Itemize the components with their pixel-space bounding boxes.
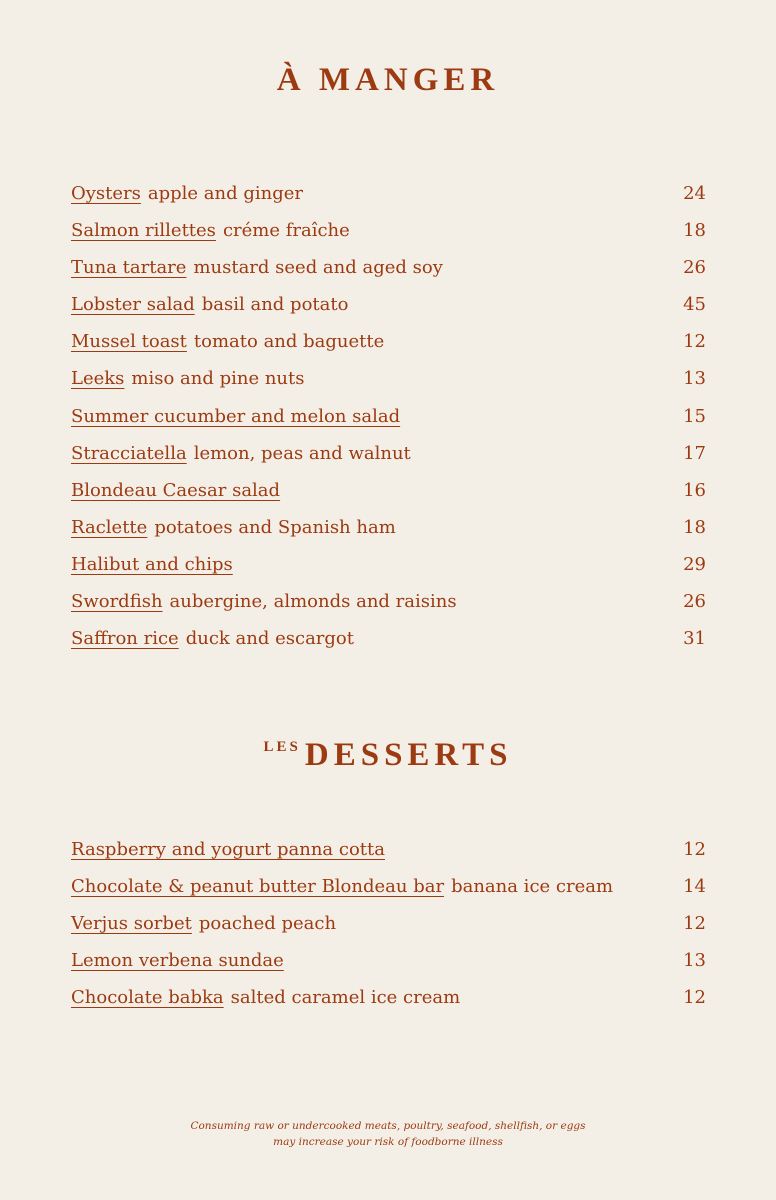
menu-item-price: 12	[683, 913, 706, 935]
menu-item-price: 14	[683, 876, 706, 898]
menu-item	[71, 910, 706, 947]
menu-item	[71, 984, 706, 1021]
section-title-manger: À MANGER	[276, 62, 500, 98]
menu-item-description: apple and ginger	[147, 183, 304, 204]
menu-item-description: tomato and baguette	[193, 331, 385, 353]
menu-item	[71, 254, 706, 291]
menu-item-name-link[interactable]: Tuna tartare	[71, 257, 187, 279]
menu-item-price: 18	[683, 516, 706, 538]
menu-item-text	[71, 254, 443, 282]
menu-item-text	[71, 514, 396, 542]
menu-item-price: 26	[683, 257, 706, 279]
menu-item-description: salted caramel ice cream	[230, 987, 461, 1009]
menu-list-desserts	[71, 836, 706, 1021]
menu-item-name-link[interactable]: Leeks	[71, 368, 125, 390]
menu-item-name-link[interactable]: Blondeau Caesar salad	[71, 479, 281, 501]
menu-item-text	[71, 551, 233, 579]
menu-item	[71, 551, 706, 588]
section-title-desserts-prefix: LES	[263, 739, 301, 755]
menu-item-description: mustard seed and aged soy	[193, 257, 443, 279]
menu-item-name-link[interactable]: Lemon verbena sundae	[71, 950, 284, 972]
menu-item-price: 24	[683, 183, 706, 204]
menu-item-price: 31	[683, 628, 706, 650]
menu-item-description: poached peach	[198, 913, 337, 935]
menu-item-text	[71, 328, 384, 356]
menu-item-name-link[interactable]: Raclette	[71, 516, 148, 538]
menu-item	[71, 291, 706, 328]
menu-item	[71, 180, 706, 217]
menu-item-description: créme fraîche	[222, 220, 350, 242]
menu-item-text	[71, 217, 350, 245]
menu-item-description: potatoes and Spanish ham	[154, 516, 396, 538]
menu-list-manger	[71, 180, 706, 662]
menu-item	[71, 403, 706, 440]
menu-item-name-link[interactable]: Stracciatella	[71, 442, 187, 464]
menu-item-price: 13	[683, 950, 706, 972]
menu-item-price: 29	[683, 553, 706, 575]
menu-item-name-link[interactable]: Lobster salad	[71, 294, 195, 316]
menu-item-name-link[interactable]: Chocolate babka	[71, 987, 224, 1009]
menu-item-price: 17	[683, 442, 706, 464]
disclaimer-line-1: Consuming raw or undercooked meats, poultry, seafood, shellfish, or eggs	[190, 1120, 586, 1132]
menu-item-name-link[interactable]: Saffron rice	[71, 628, 179, 650]
menu-item-price: 26	[683, 591, 706, 613]
menu-item-price: 12	[683, 331, 706, 353]
menu-item-name-link[interactable]: Verjus sorbet	[71, 913, 192, 935]
menu-item-text	[71, 625, 354, 653]
menu-item-price: 15	[683, 405, 706, 427]
menu-item-name-link[interactable]: Summer cucumber and melon salad	[71, 405, 401, 427]
menu-item	[71, 328, 706, 365]
menu-item-name-link[interactable]: Oysters	[71, 183, 141, 204]
menu-item	[71, 625, 706, 662]
menu-item-text	[71, 440, 411, 468]
menu-item	[71, 440, 706, 477]
menu-item-name-link[interactable]: Mussel toast	[71, 331, 187, 353]
menu-item-price: 12	[683, 839, 706, 860]
menu-item-description: lemon, peas and walnut	[193, 442, 411, 464]
menu-item-description: miso and pine nuts	[131, 368, 305, 390]
menu-item-description: duck and escargot	[185, 628, 354, 650]
menu-item-text	[71, 984, 460, 1012]
menu-item-text	[71, 588, 457, 616]
allergy-disclaimer	[0, 1118, 776, 1150]
menu-item-text	[71, 947, 284, 975]
menu-item-text	[71, 873, 613, 901]
menu-item	[71, 836, 706, 873]
menu-item-description: basil and potato	[201, 294, 349, 316]
menu-item-name-link[interactable]: Raspberry and yogurt panna cotta	[71, 839, 385, 860]
menu-item-name-link[interactable]: Chocolate & peanut butter Blondeau bar	[71, 876, 445, 898]
menu-item-name-link[interactable]: Halibut and chips	[71, 553, 233, 575]
disclaimer-line-2: may increase your risk of foodborne illness	[273, 1136, 503, 1148]
section-title-desserts-main: DESSERTS	[304, 737, 513, 773]
menu-item	[71, 365, 706, 402]
menu-item	[71, 217, 706, 254]
menu-item-text	[71, 403, 400, 431]
menu-item-name-link[interactable]: Swordfish	[71, 591, 163, 613]
menu-item	[71, 514, 706, 551]
menu-item-text	[71, 291, 348, 319]
menu-item-price: 45	[683, 294, 706, 316]
menu-item-text	[71, 836, 385, 864]
menu-item-text	[71, 365, 305, 393]
menu-item-name-link[interactable]: Salmon rillettes	[71, 220, 216, 242]
menu-item	[71, 477, 706, 514]
menu-item-description: aubergine, almonds and raisins	[169, 591, 457, 613]
menu-item-text	[71, 180, 303, 208]
menu-item	[71, 947, 706, 984]
menu-item	[71, 873, 706, 910]
menu-item-text	[71, 910, 336, 938]
menu-item-text	[71, 477, 280, 505]
menu-item-price: 12	[683, 987, 706, 1009]
menu-item-price: 18	[683, 220, 706, 242]
section-title-desserts	[0, 737, 776, 774]
menu-item	[71, 588, 706, 625]
menu-item-price: 16	[683, 479, 706, 501]
menu-item-description: banana ice cream	[451, 876, 614, 898]
menu-item-price: 13	[683, 368, 706, 390]
